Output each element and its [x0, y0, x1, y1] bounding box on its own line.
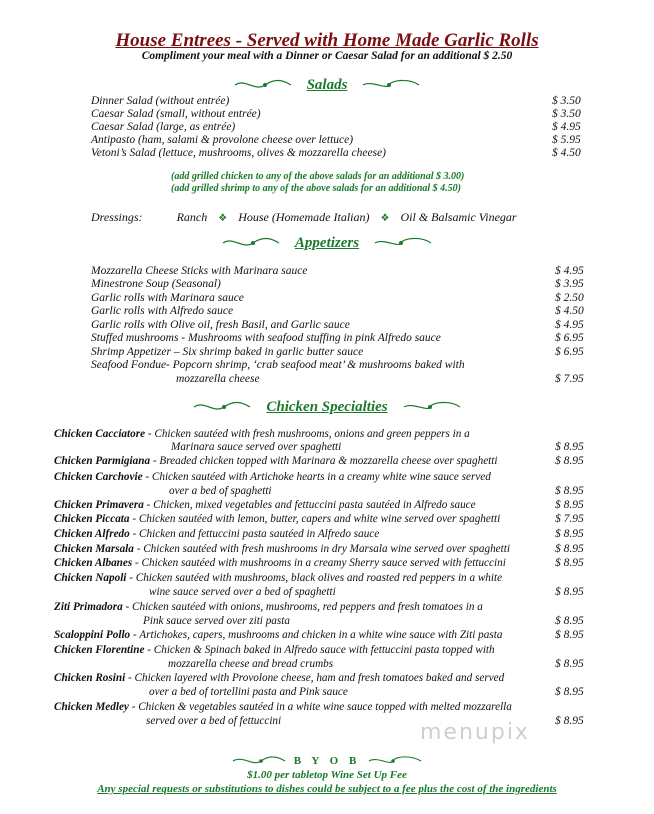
- chicken-heading-block: [0, 398, 654, 418]
- chicken-item-desc: - Chicken & Spinach baked in Alfredo sauce with fettuccini pasta topped with: [144, 644, 495, 656]
- wine-fee-note: $1.00 per tabletop Wine Set Up Fee: [247, 769, 407, 781]
- chicken-item-line2: mozzarella cheese and bread crumbs: [168, 658, 334, 670]
- chicken-item-name: Chicken Cacciatore: [54, 428, 146, 440]
- chicken-item-price: $ 8.95: [555, 658, 584, 670]
- appetizer-item-price: $ 7.95: [555, 373, 584, 385]
- chicken-item-price: $ 8.95: [555, 586, 584, 598]
- appetizer-item-price: $ 3.95: [555, 278, 584, 290]
- appetizer-item-price: $ 6.95: [555, 332, 584, 344]
- chicken-item-desc: - Chicken sautéed with mushrooms, black olives and roasted red peppers in a white: [126, 572, 503, 584]
- appetizer-item-price: $ 2.50: [555, 292, 584, 304]
- dressing-option: House (Homemade Italian): [238, 210, 370, 224]
- salad-item-name: Caesar Salad (large, as entrée): [91, 121, 236, 133]
- chicken-item-price: $ 8.95: [555, 485, 584, 497]
- chicken-item: [54, 455, 498, 468]
- chicken-item-price: $ 8.95: [555, 499, 584, 511]
- chicken-item-line2: over a bed of tortellini pasta and Pink sauce: [149, 686, 348, 698]
- chicken-item: [54, 528, 379, 541]
- chicken-item-name: Chicken Rosini: [54, 672, 126, 684]
- chicken-item: [54, 629, 502, 642]
- flourish-left-icon: [231, 755, 287, 767]
- chicken-item-name: Chicken Albanes: [54, 557, 133, 569]
- chicken-item-desc: - Chicken, mixed vegetables and fettuccini pasta sautéed in Alfredo sauce: [143, 499, 476, 511]
- byob-block: [0, 755, 654, 767]
- watermark: menupix: [420, 720, 530, 745]
- chicken-item-price: $ 8.95: [555, 455, 584, 467]
- chicken-item-price: $ 8.95: [555, 615, 584, 627]
- chicken-item: [54, 428, 470, 441]
- chicken-item-desc: - Chicken & vegetables sautéed in a white wine sauce topped with melted mozzarella: [128, 701, 512, 713]
- chicken-item: [54, 499, 476, 512]
- chicken-item-name: Chicken Marsala: [54, 543, 134, 555]
- appetizer-item-price: $ 4.95: [555, 265, 584, 277]
- salad-item-price: $ 4.50: [552, 147, 581, 159]
- chicken-item: [54, 557, 506, 570]
- chicken-item-desc: - Breaded chicken topped with Marinara & mozzarella cheese over spaghetti: [150, 455, 498, 467]
- chicken-item-price: $ 8.95: [555, 543, 584, 555]
- chicken-item-desc: - Chicken sautéed with lemon, butter, capers and white wine served over spaghetti: [129, 513, 501, 525]
- appetizer-item-name: Shrimp Appetizer – Six shrimp baked in garlic butter sauce: [91, 346, 364, 358]
- appetizer-item-price: $ 6.95: [555, 346, 584, 358]
- page-subtitle: Compliment your meal with a Dinner or Caesar Salad for an additional $ 2.50: [141, 50, 513, 62]
- diamond-bullet-icon: ❖: [218, 213, 228, 224]
- appetizer-item-price: $ 4.95: [555, 319, 584, 331]
- chicken-item-name: Chicken Florentine: [54, 644, 145, 656]
- chicken-item: [54, 672, 504, 685]
- appetizers-heading-block: [0, 234, 654, 254]
- appetizer-item-name: Seafood Fondue- Popcorn shrimp, ‘crab seafood meat’ & mushrooms baked with: [91, 359, 465, 371]
- chicken-item: [54, 543, 510, 556]
- chicken-item-price: $ 8.95: [555, 441, 584, 453]
- salad-item-price: $ 3.50: [552, 108, 581, 120]
- chicken-item-price: $ 8.95: [555, 557, 584, 569]
- dressing-option: Ranch: [176, 210, 208, 224]
- dressings-label: Dressings:: [91, 210, 143, 224]
- appetizers-heading: Appetizers: [294, 234, 360, 251]
- chicken-item-desc: - Chicken sautéed with onions, mushrooms, red peppers and fresh tomatoes in a: [122, 601, 483, 613]
- salad-item-price: $ 4.95: [552, 121, 581, 133]
- salads-heading-block: [0, 76, 654, 96]
- salad-addon-note: (add grilled chicken to any of the above salads for an additional $ 3.00): [171, 171, 465, 182]
- appetizer-item-line2: mozzarella cheese: [176, 373, 260, 385]
- chicken-item-price: $ 7.95: [555, 513, 584, 525]
- chicken-item-price: $ 8.95: [555, 629, 584, 641]
- chicken-item-name: Chicken Alfredo: [54, 528, 130, 540]
- flourish-left-icon: [192, 400, 252, 414]
- chicken-item-price: $ 8.95: [555, 528, 584, 540]
- appetizer-item-name: Minestrone Soup (Seasonal): [91, 278, 221, 290]
- chicken-item-price: $ 8.95: [555, 686, 584, 698]
- disclaimer-note: Any special requests or substitutions to dishes could be subject to a fee plus the cost of the ingredients: [97, 783, 557, 795]
- salad-item-name: Dinner Salad (without entrée): [91, 95, 230, 107]
- dressings-row: [91, 210, 517, 225]
- flourish-left-icon: [233, 78, 293, 92]
- chicken-item-desc: - Artichokes, capers, mushrooms and chicken in a white wine sauce with Ziti pasta: [130, 629, 503, 641]
- chicken-item-line2: Pink sauce served over ziti pasta: [143, 615, 290, 627]
- chicken-heading: Chicken Specialties: [266, 398, 388, 415]
- chicken-item-price: $ 8.95: [555, 715, 584, 727]
- salad-item-price: $ 3.50: [552, 95, 581, 107]
- appetizer-item-price: $ 4.50: [555, 305, 584, 317]
- salad-item-name: Caesar Salad (small, without entrée): [91, 108, 261, 120]
- chicken-item: [54, 701, 512, 714]
- chicken-item: [54, 513, 500, 526]
- page-title: House Entrees - Served with Home Made Garlic Rolls: [115, 30, 539, 51]
- diamond-bullet-icon: ❖: [380, 213, 390, 224]
- chicken-item-line2: served over a bed of fettuccini: [146, 715, 282, 727]
- flourish-right-icon: [373, 236, 433, 250]
- flourish-right-icon: [367, 755, 423, 767]
- dressing-option: Oil & Balsamic Vinegar: [400, 210, 517, 224]
- appetizer-item-name: Mozzarella Cheese Sticks with Marinara sauce: [91, 265, 308, 277]
- chicken-item-name: Chicken Medley: [54, 701, 129, 713]
- chicken-item-name: Ziti Primadora: [54, 601, 123, 613]
- chicken-item-desc: - Chicken sautéed with Artichoke hearts in a creamy white wine sauce served: [142, 471, 491, 483]
- chicken-item: [54, 572, 502, 585]
- chicken-item-name: Chicken Primavera: [54, 499, 144, 511]
- byob-label: B Y O B: [293, 755, 361, 767]
- appetizer-item-name: Garlic rolls with Olive oil, fresh Basil, and Garlic sauce: [91, 319, 350, 331]
- appetizer-item-name: Garlic rolls with Marinara sauce: [91, 292, 244, 304]
- chicken-item: [54, 471, 491, 484]
- chicken-item-name: Chicken Napoli: [54, 572, 127, 584]
- chicken-item-desc: - Chicken and fettuccini pasta sautéed in Alfredo sauce: [129, 528, 380, 540]
- chicken-item-name: Chicken Carchovie: [54, 471, 143, 483]
- chicken-item-desc: - Chicken sautéed with fresh mushrooms, onions and green peppers in a: [145, 428, 470, 440]
- chicken-item-line2: wine sauce served over a bed of spaghetti: [149, 586, 336, 598]
- chicken-item-line2: over a bed of spaghetti: [169, 485, 272, 497]
- chicken-item-name: Scaloppini Pollo: [54, 629, 131, 641]
- appetizer-item-name: Garlic rolls with Alfredo sauce: [91, 305, 234, 317]
- appetizer-item-name: Stuffed mushrooms - Mushrooms with seafood stuffing in pink Alfredo sauce: [91, 332, 441, 344]
- chicken-item-name: Chicken Piccata: [54, 513, 130, 525]
- salad-item-name: Vetoni’s Salad (lettuce, mushrooms, olives & mozzarella cheese): [91, 147, 387, 159]
- flourish-right-icon: [361, 78, 421, 92]
- salad-item-name: Antipasto (ham, salami & provolone cheese over lettuce): [91, 134, 354, 146]
- chicken-item: [54, 644, 495, 657]
- chicken-item-desc: - Chicken layered with Provolone cheese, ham and fresh tomatoes baked and served: [125, 672, 505, 684]
- chicken-item-desc: - Chicken sautéed with fresh mushrooms in dry Marsala wine served over spaghetti: [133, 543, 510, 555]
- salad-addon-note: (add grilled shrimp to any of the above salads for an additional $ 4.50): [171, 183, 462, 194]
- chicken-item-desc: - Chicken sautéed with mushrooms in a creamy Sherry sauce served with fettuccini: [132, 557, 506, 569]
- salad-item-price: $ 5.95: [552, 134, 581, 146]
- flourish-right-icon: [402, 400, 462, 414]
- chicken-item-name: Chicken Parmigiana: [54, 455, 151, 467]
- chicken-item-line2: Marinara sauce served over spaghetti: [171, 441, 342, 453]
- salads-heading: Salads: [306, 76, 348, 93]
- chicken-item: [54, 601, 483, 614]
- flourish-left-icon: [221, 236, 281, 250]
